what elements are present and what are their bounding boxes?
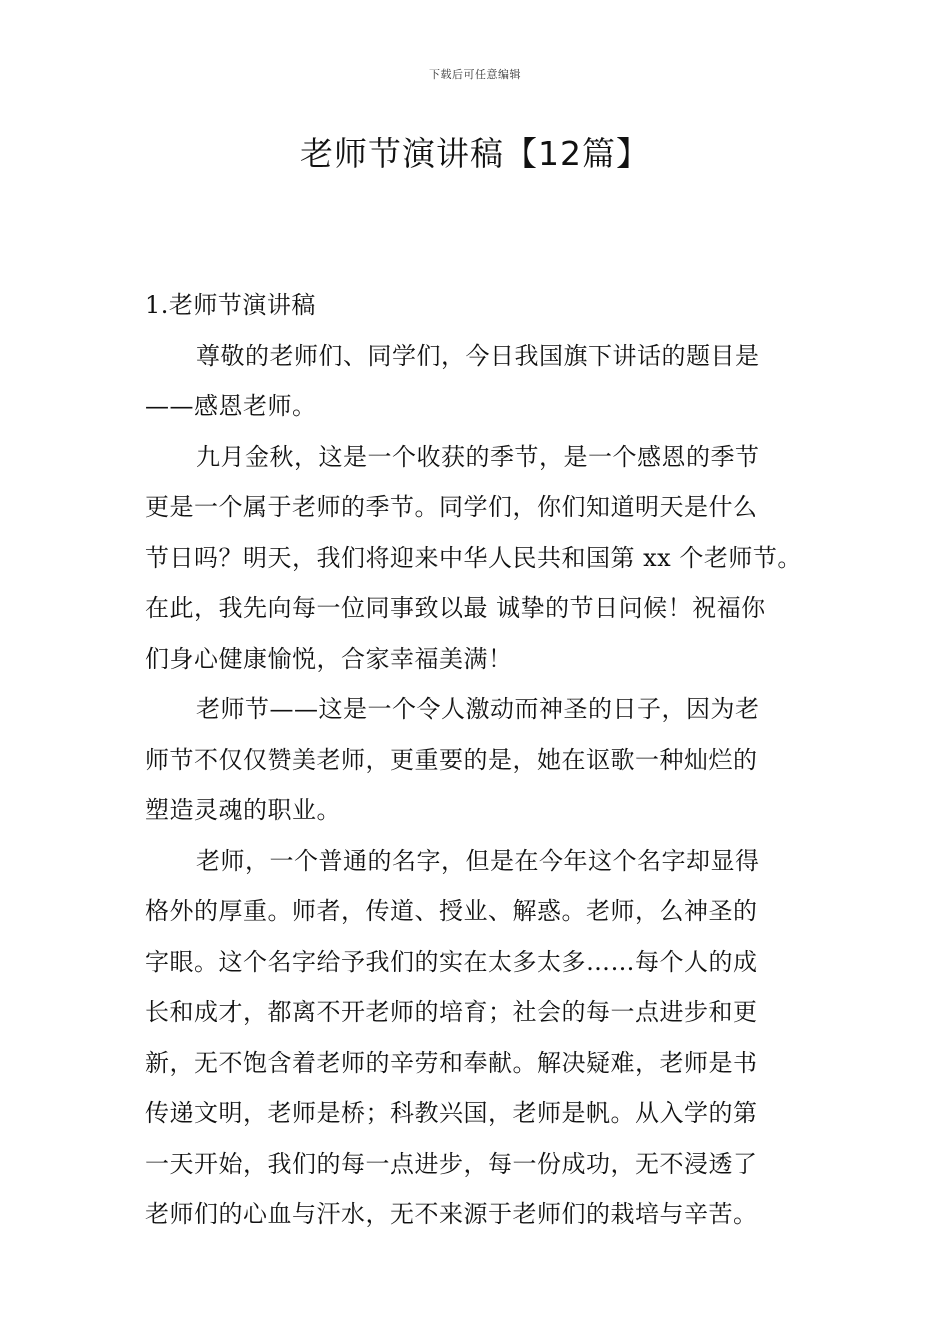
document-body bbox=[145, 280, 835, 1240]
text-line: 老师节——这是一个令人激动而神圣的日子，因为老 bbox=[196, 695, 760, 723]
paragraph-2 bbox=[145, 432, 835, 685]
paragraph-4 bbox=[145, 836, 835, 1240]
text-line: 们身心健康愉悦，合家幸福美满！ bbox=[145, 644, 513, 673]
text-line: 在此，我先向每一位同事致以最 诚挚的节日问候！祝福你 bbox=[145, 594, 766, 622]
text-line: 师节不仅仅赞美老师，更重要的是，她在讴歌一种灿烂的 bbox=[145, 745, 758, 774]
text-line: 节日吗？明天，我们将迎来中华人民共和国第 xx 个老师节。 bbox=[145, 543, 802, 572]
text-line: ——感恩老师。 bbox=[145, 392, 317, 420]
text-line: 老师，一个普通的名字，但是在今年这个名字却显得 bbox=[196, 846, 760, 875]
text-line: 尊敬的老师们、同学们，今日我国旗下讲话的题目是 bbox=[196, 341, 760, 370]
text-line: 一天开始，我们的每一点进步，每一份成功，无不浸透了 bbox=[145, 1149, 758, 1178]
text-line: 塑造灵魂的职业。 bbox=[145, 796, 341, 824]
text-line: 格外的厚重。师者，传道、授业、解惑。老师，么神圣的 bbox=[145, 897, 758, 925]
text-line: 传递文明，老师是桥；科教兴国，老师是帆。从入学的第 bbox=[145, 1099, 758, 1127]
text-line: 字眼。这个名字给予我们的实在太多太多……每个人的成 bbox=[145, 947, 758, 976]
text-line: 新，无不饱含着老师的辛劳和奉献。解决疑难，老师是书 bbox=[145, 1048, 758, 1077]
section-heading: 1.老师节演讲稿 bbox=[145, 291, 316, 319]
text-line: 九月金秋，这是一个收获的季节，是一个感恩的季节 bbox=[196, 442, 760, 471]
text-line: 老师们的心血与汗水，无不来源于老师们的栽培与辛苦。 bbox=[145, 1200, 758, 1228]
text-line: 更是一个属于老师的季节。同学们，你们知道明天是什么 bbox=[145, 493, 758, 521]
header-note: 下载后可任意编辑 bbox=[429, 68, 521, 81]
text-line: 长和成才，都离不开老师的培育；社会的每一点进步和更 bbox=[145, 998, 758, 1026]
paragraph-1 bbox=[145, 331, 835, 432]
paragraph-3 bbox=[145, 684, 835, 836]
document-title: 老师节演讲稿【12篇】 bbox=[300, 134, 650, 173]
